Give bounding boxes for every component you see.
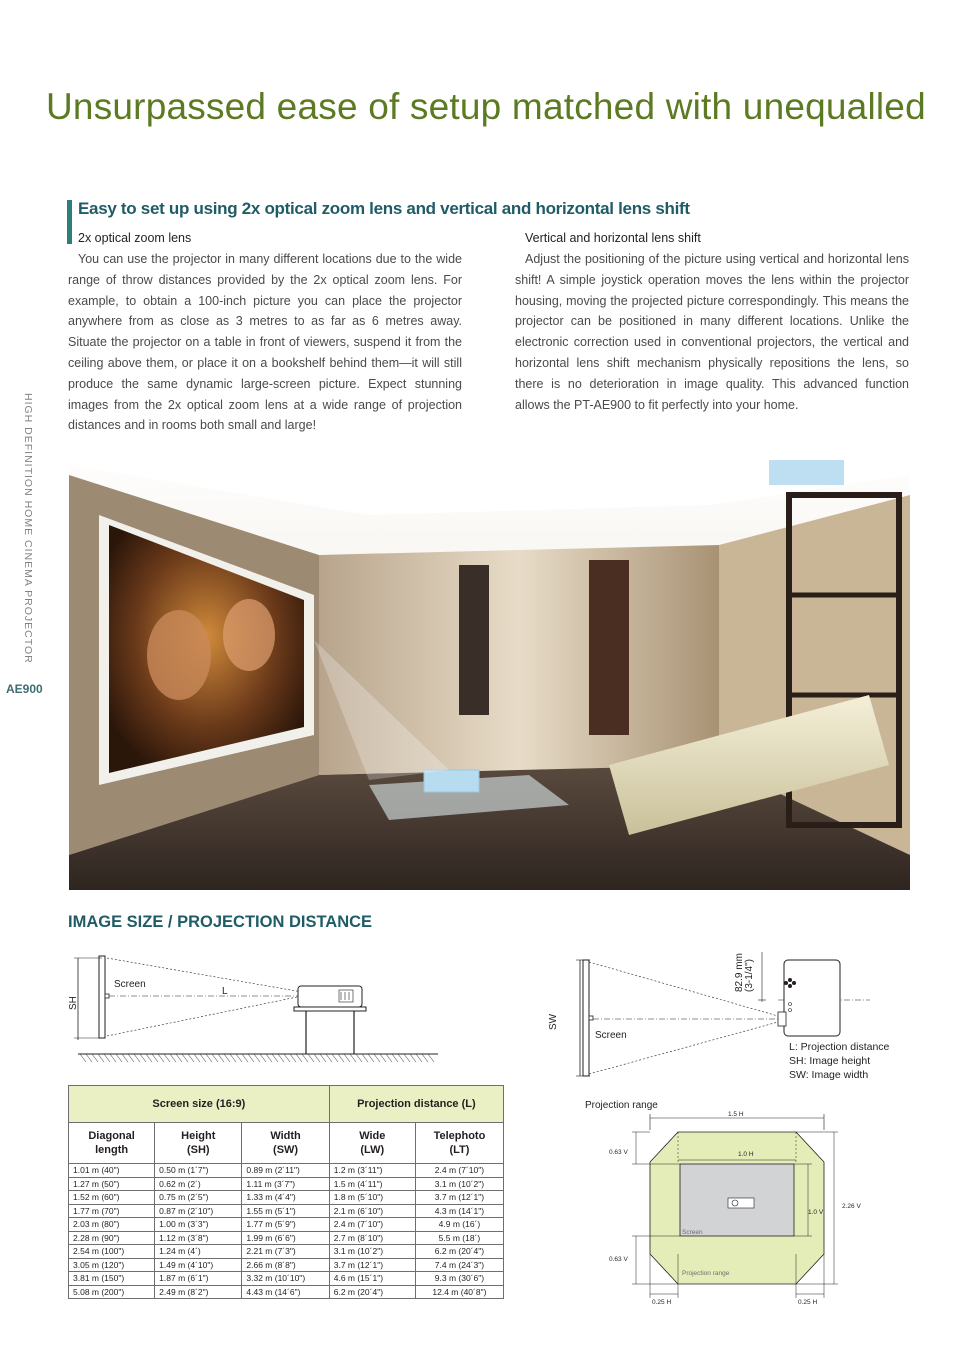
table-cell: 2.66 m (8´8") xyxy=(242,1258,329,1272)
projection-distance-table xyxy=(68,1085,504,1299)
shift-heading: Vertical and horizontal lens shift xyxy=(525,231,701,245)
table-row xyxy=(69,1218,504,1232)
legend-item: L: Projection distance xyxy=(789,1041,890,1053)
side-height-label: SH xyxy=(68,996,79,1010)
table-cell: 0.87 m (2´10") xyxy=(155,1204,242,1218)
table-cell: 4.43 m (14´6") xyxy=(242,1285,329,1299)
table-cell: 1.24 m (4´) xyxy=(155,1245,242,1259)
table-cell: 3.7 m (12´1") xyxy=(415,1191,503,1205)
projection-range-title: Projection range xyxy=(585,1100,658,1111)
side-label xyxy=(22,393,38,678)
top-screen-label: Screen xyxy=(595,1030,627,1041)
table-cell: 6.2 m (20´4") xyxy=(415,1245,503,1259)
table-cell: 1.87 m (6´1") xyxy=(155,1272,242,1286)
section-accent-bar xyxy=(67,200,72,244)
table-cell: 2.28 m (90") xyxy=(69,1231,155,1245)
projector-top-shape xyxy=(784,960,840,1036)
range-top-label: 1.5 H xyxy=(728,1111,744,1118)
table-row xyxy=(69,1272,504,1286)
screen-side-shape xyxy=(99,956,105,1038)
range-right-inner-label: 1.0 V xyxy=(808,1209,824,1216)
range-screen-label: Screen xyxy=(682,1229,703,1236)
table-cell: 5.08 m (200") xyxy=(69,1285,155,1299)
table-cell: 3.81 m (150") xyxy=(69,1272,155,1286)
table-cell: 0.50 m (1´7") xyxy=(155,1164,242,1178)
table-cell: 2.54 m (100") xyxy=(69,1245,155,1259)
table-cell: 4.6 m (15´1") xyxy=(329,1272,415,1286)
table-cell: 3.05 m (120") xyxy=(69,1258,155,1272)
range-area-label: Projection range xyxy=(682,1270,730,1277)
section-title-image-size: IMAGE SIZE / PROJECTION DISTANCE xyxy=(68,913,373,931)
shift-body: Adjust the positioning of the picture using vertical and horizontal lens shift! A simple joystick operation moves the lens within the projector housing, moving the projected picture correspondingly. This means the projector can be positioned in many different locations. Unlike the electronic correction used in conventional projectors, the vertical and horizontal lens shift mechanism physically repositions the lens, so there is no deterioration in image quality. This advanced function allows the PT-AE900 to fit perfectly into your home. xyxy=(515,252,909,412)
floor-hatch xyxy=(80,1054,434,1062)
table-cell: 1.2 m (3´11") xyxy=(329,1164,415,1178)
range-inner-label: 1.0 H xyxy=(738,1151,754,1158)
table-top-shape xyxy=(294,1007,366,1011)
range-bottom-right-label: 0.25 H xyxy=(798,1299,818,1306)
table-row xyxy=(69,1258,504,1272)
range-left-bottom-label: 0.63 V xyxy=(609,1256,628,1263)
table-cell: 3.1 m (10´2") xyxy=(415,1177,503,1191)
offset-label-inch: (3-1/4") xyxy=(744,958,755,992)
table-group-header-screen: Screen size (16:9) xyxy=(69,1086,330,1123)
table-cell: 0.89 m (2´11") xyxy=(242,1164,329,1178)
table-row xyxy=(69,1245,504,1259)
table-row xyxy=(69,1231,504,1245)
side-label-text: HIGH DEFINITION HOME CINEMA PROJECTOR xyxy=(22,393,34,664)
table-cell: 1.33 m (4´4") xyxy=(242,1191,329,1205)
section-title-setup: Easy to set up using 2x optical zoom lens and vertical and horizontal lens shift xyxy=(78,199,690,218)
zoom-body: You can use the projector in many different locations due to the wide range of throw distances provided by the 2x optical zoom lens. For example, to obtain a 100-inch picture you can place the projector anywhere from as close as 3 metres to as far as 6 metres away. Situate the projector on a table in front of viewers, suspend it from the ceiling above them, or place it on a bookshelf behind them—it will still produce the same dynamic large-screen picture. Expect stunning images from the 2x optical zoom lens at a wide range of projection distances and in rooms both small and large! xyxy=(68,252,462,433)
table-cell: 3.1 m (10´2") xyxy=(329,1245,415,1259)
top-width-label: SW xyxy=(548,1013,559,1030)
table-cell: 1.12 m (3´8") xyxy=(155,1231,242,1245)
range-bottom-left-label: 0.25 H xyxy=(652,1299,672,1306)
home-cinema-photo xyxy=(69,435,910,890)
table-cell: 3.7 m (12´1") xyxy=(329,1258,415,1272)
table-cell: 2.21 m (7´3") xyxy=(242,1245,329,1259)
column-header-telephoto: Telephoto (LT) xyxy=(415,1123,503,1164)
table-cell: 2.4 m (7´10") xyxy=(329,1218,415,1232)
table-cell: 6.2 m (20´4") xyxy=(329,1285,415,1299)
table-cell: 3.32 m (10´10") xyxy=(242,1272,329,1286)
table-cell: 1.77 m (5´9") xyxy=(242,1218,329,1232)
table-cell: 0.75 m (2´5") xyxy=(155,1191,242,1205)
table-cell: 4.9 m (16´) xyxy=(415,1218,503,1232)
table-cell: 1.49 m (4´10") xyxy=(155,1258,242,1272)
table-cell: 1.00 m (3´3") xyxy=(155,1218,242,1232)
zoom-heading: 2x optical zoom lens xyxy=(78,231,192,245)
table-body xyxy=(69,1164,504,1299)
table-cell: 7.4 m (24´3") xyxy=(415,1258,503,1272)
table-row xyxy=(69,1191,504,1205)
table-row xyxy=(69,1204,504,1218)
screen-top-shape xyxy=(583,960,589,1076)
table-group-header-distance: Projection distance (L) xyxy=(329,1086,503,1123)
page-headline: Unsurpassed ease of setup matched with unequalled xyxy=(46,86,926,127)
table-cell: 1.99 m (6´6") xyxy=(242,1231,329,1245)
table-cell: 1.55 m (5´1") xyxy=(242,1204,329,1218)
range-left-top-label: 0.63 V xyxy=(609,1149,628,1156)
side-distance-label: L xyxy=(222,986,228,997)
legend-item: SW: Image width xyxy=(789,1069,869,1081)
table-cell: 2.7 m (8´10") xyxy=(329,1231,415,1245)
table-cell: 4.3 m (14´1") xyxy=(415,1204,503,1218)
column-header-width: Width (SW) xyxy=(242,1123,329,1164)
home-cinema-illustration xyxy=(69,435,910,890)
table-cell: 5.5 m (18´) xyxy=(415,1231,503,1245)
diagram-legend xyxy=(789,1040,889,1082)
table-row xyxy=(69,1177,504,1191)
projection-range-diagram xyxy=(600,1108,870,1308)
model-tag: AE900 xyxy=(6,682,43,696)
table-cell: 0.62 m (2´) xyxy=(155,1177,242,1191)
table-cell: 1.27 m (50") xyxy=(69,1177,155,1191)
side-screen-label: Screen xyxy=(114,979,146,990)
table-row xyxy=(69,1285,504,1299)
table-cell: 9.3 m (30´6") xyxy=(415,1272,503,1286)
table-cell: 12.4 m (40´8") xyxy=(415,1285,503,1299)
side-view-diagram xyxy=(66,950,444,1070)
column-header-diagonal: Diagonal length xyxy=(69,1123,155,1164)
table-cell: 2.1 m (6´10") xyxy=(329,1204,415,1218)
table-cell: 1.01 m (40") xyxy=(69,1164,155,1178)
table-cell: 2.4 m (7´10") xyxy=(415,1164,503,1178)
table-cell: 1.77 m (70") xyxy=(69,1204,155,1218)
column-header-height: Height (SH) xyxy=(155,1123,242,1164)
table-cell: 2.49 m (8´2") xyxy=(155,1285,242,1299)
table-cell: 2.03 m (80") xyxy=(69,1218,155,1232)
range-right-outer-label: 2.26 V xyxy=(842,1203,861,1210)
legend-item: SH: Image height xyxy=(789,1055,871,1067)
offset-label: 82.9 mm xyxy=(734,953,745,992)
table-cell: 1.8 m (5´10") xyxy=(329,1191,415,1205)
column-header-wide: Wide (LW) xyxy=(329,1123,415,1164)
table-cell: 1.5 m (4´11") xyxy=(329,1177,415,1191)
table-cell: 1.11 m (3´7") xyxy=(242,1177,329,1191)
table-row xyxy=(69,1164,504,1178)
table-cell: 1.52 m (60") xyxy=(69,1191,155,1205)
